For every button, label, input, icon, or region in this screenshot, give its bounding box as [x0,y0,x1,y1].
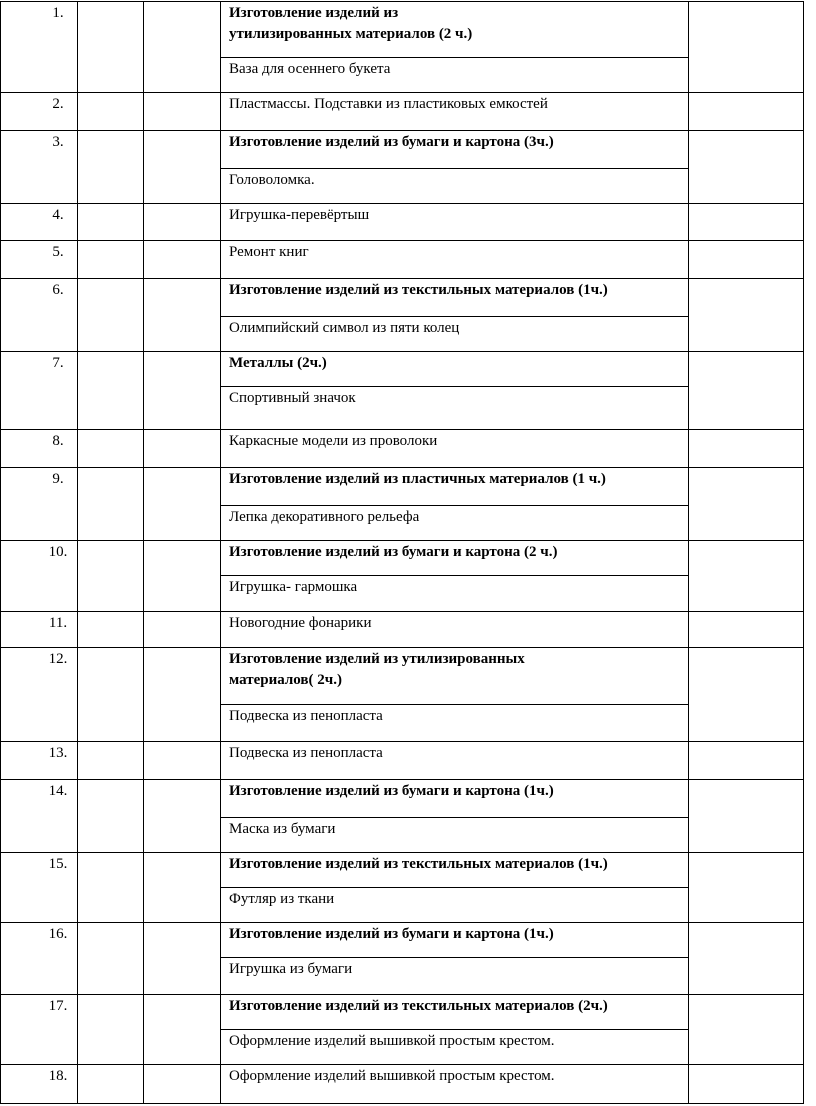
section-heading: Изготовление изделий из бумаги и картона (3ч.) [229,134,554,150]
section-heading: материалов( 2ч.) [229,672,342,688]
lesson-number: 2. [52,96,64,112]
section-heading: Изготовление изделий из текстильных материалов (1ч.) [229,282,608,298]
lesson-topic: Игрушка-перевёртыш [229,207,370,223]
row-border [0,278,804,279]
lesson-topic: Олимпийский символ из пяти колец [229,320,460,336]
lesson-topic: Подвеска из пенопласта [229,745,383,761]
section-heading: Изготовление изделий из бумаги и картона (2 ч.) [229,544,558,560]
cell-split-border [220,168,689,169]
cell-split-border [220,704,689,705]
row-border [0,240,804,241]
cell-split-border [220,386,689,387]
row-border [0,92,804,93]
section-heading: Изготовление изделий из пластичных материалов (1 ч.) [229,471,606,487]
section-heading: Изготовление изделий из бумаги и картона (1ч.) [229,783,554,799]
lesson-number: 4. [52,207,64,223]
section-heading: утилизированных материалов (2 ч.) [229,26,473,42]
lesson-topic: Игрушка из бумаги [229,961,353,977]
lesson-number: 1. [52,5,64,21]
lesson-topic: Подвеска из пенопласта [229,708,383,724]
section-heading: Изготовление изделий из [229,5,399,21]
lesson-number: 10. [48,544,68,560]
lesson-topic: Новогодние фонарики [229,615,372,631]
lesson-number: 12. [48,651,68,667]
lesson-topic: Футляр из ткани [229,891,335,907]
row-border [0,852,804,853]
cell-split-border [220,57,689,58]
section-heading: Изготовление изделий из утилизированных [229,651,525,667]
lesson-topic: Оформление изделий вышивкой простым крестом. [229,1068,555,1084]
cell-split-border [220,817,689,818]
lesson-topic: Ваза для осеннего букета [229,61,391,77]
lesson-number: 3. [52,134,64,150]
lesson-number: 15. [48,856,68,872]
column-border [688,1,689,1104]
row-border [0,779,804,780]
cell-split-border [220,1029,689,1030]
cell-split-border [220,887,689,888]
section-heading: Изготовление изделий из текстильных материалов (2ч.) [229,998,608,1014]
lesson-topic: Лепка декоративного рельефа [229,509,420,525]
cell-split-border [220,316,689,317]
cell-split-border [220,505,689,506]
row-border [0,351,804,352]
row-border [0,994,804,995]
row-border [0,130,804,131]
row-border [0,1103,804,1104]
row-border [0,1064,804,1065]
lesson-number: 11. [48,615,68,631]
lesson-number: 16. [48,926,68,942]
lesson-number: 13. [48,745,68,761]
lesson-topic: Маска из бумаги [229,821,336,837]
column-border [143,1,144,1104]
row-border [0,540,804,541]
lesson-number: 8. [52,433,64,449]
section-heading: Металлы (2ч.) [229,355,327,371]
lesson-number: 18. [48,1068,68,1084]
cell-split-border [220,575,689,576]
column-border [803,1,804,1104]
lesson-topic: Игрушка- гармошка [229,579,358,595]
lesson-number: 14. [48,783,68,799]
row-border [0,741,804,742]
row-border [0,922,804,923]
cell-split-border [220,957,689,958]
lesson-number: 7. [52,355,64,371]
row-border [0,203,804,204]
section-heading: Изготовление изделий из текстильных материалов (1ч.) [229,856,608,872]
section-heading: Изготовление изделий из бумаги и картона (1ч.) [229,926,554,942]
row-border [0,429,804,430]
lesson-topic: Оформление изделий вышивкой простым крестом. [229,1033,555,1049]
column-border [0,1,1,1104]
lesson-topic: Спортивный значок [229,390,356,406]
lesson-topic: Пластмассы. Подставки из пластиковых емкостей [229,96,548,112]
lesson-number: 5. [52,244,64,260]
row-border [0,611,804,612]
column-border [220,1,221,1104]
lesson-number: 17. [48,998,68,1014]
lesson-number: 6. [52,282,64,298]
lesson-number: 9. [52,471,64,487]
row-border [0,1,804,2]
lesson-topic: Каркасные модели из проволоки [229,433,438,449]
row-border [0,647,804,648]
lesson-topic: Головоломка. [229,172,315,188]
row-border [0,467,804,468]
lesson-topic: Ремонт книг [229,244,309,260]
